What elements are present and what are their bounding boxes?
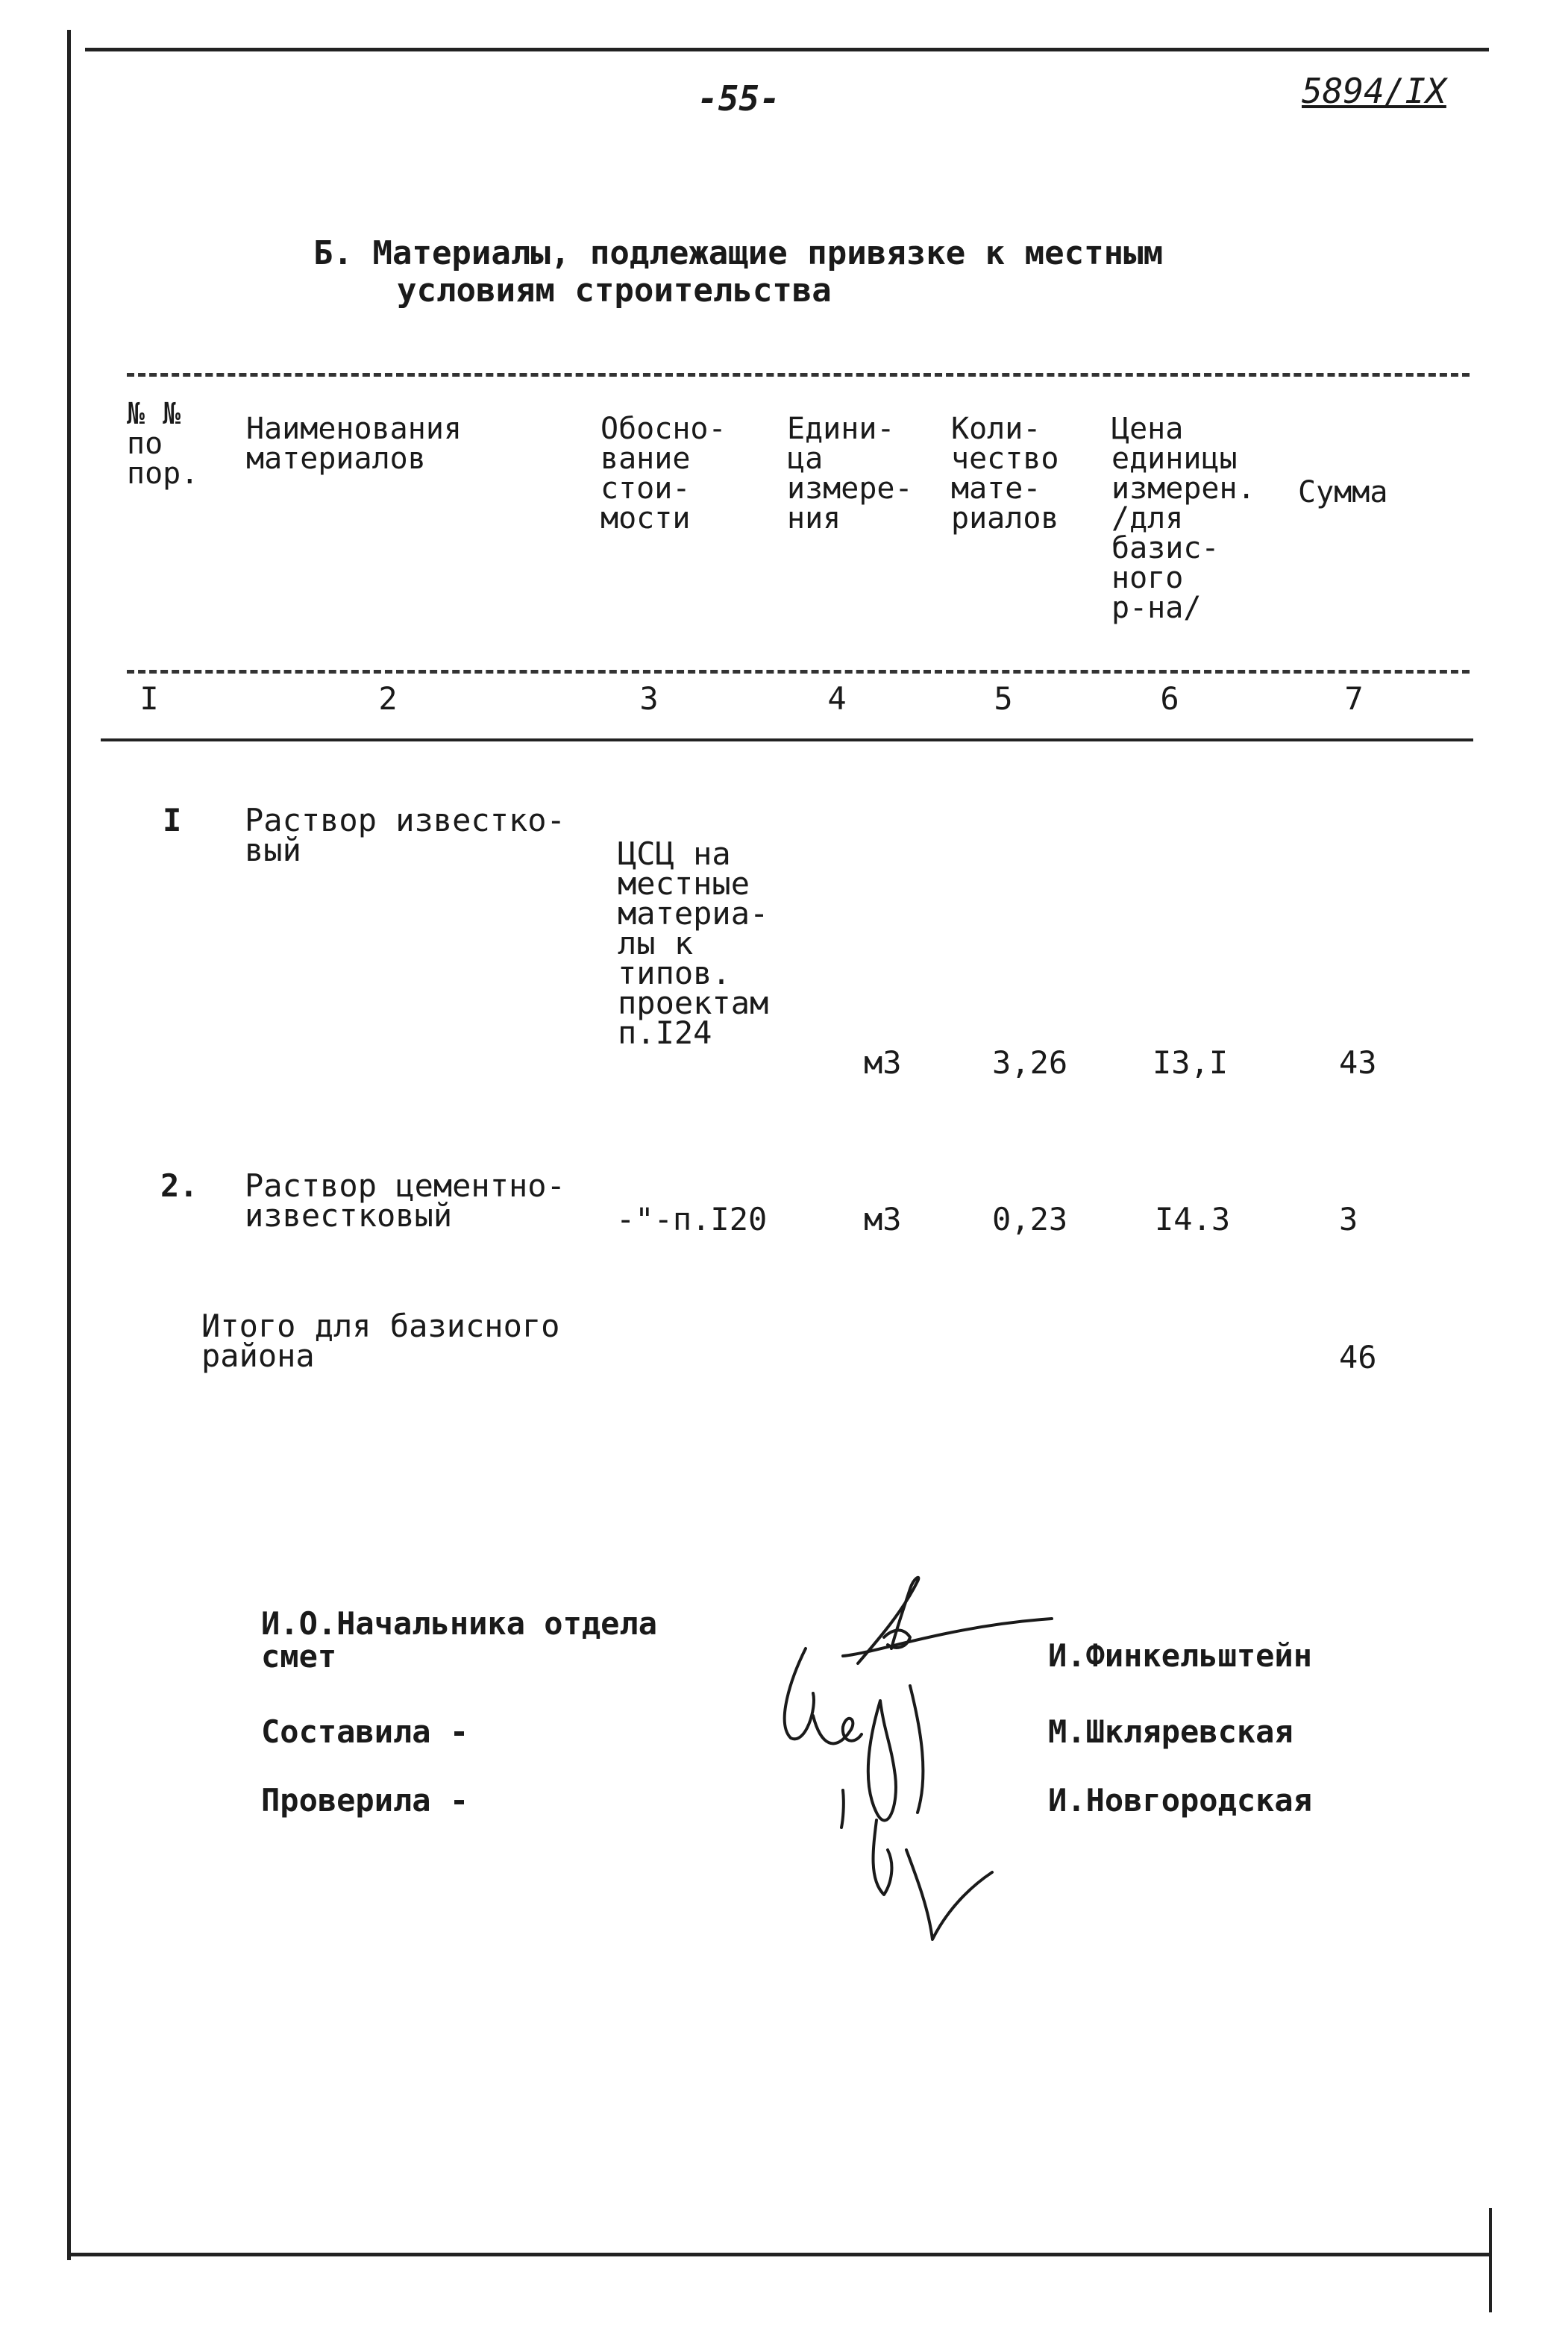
col-number-4: 4 — [827, 680, 847, 717]
handwritten-signatures — [731, 1566, 1067, 1954]
col-header-quantity: Коли- чество мате- риалов — [951, 412, 1059, 536]
column-number-bottom-rule — [101, 738, 1473, 741]
row-1-sum: 43 — [1339, 1044, 1377, 1081]
col-header-sum: Сумма — [1298, 475, 1388, 509]
frame-top-border — [85, 48, 1489, 51]
header-bottom-rule — [127, 670, 1470, 674]
row-1-material-name: Раствор известко- вый — [245, 802, 565, 868]
section-title-line-1: Б. Материалы, подлежащие привязке к местным — [313, 234, 1164, 272]
signature-role-compiled-by: Составила - — [261, 1713, 469, 1750]
frame-bottom-border — [67, 2253, 1492, 2256]
row-2-sum: 3 — [1339, 1201, 1358, 1237]
col-header-unit: Едини- ца измере- ния — [787, 412, 913, 536]
signature-role-checked-by: Проверила - — [261, 1782, 469, 1819]
col-number-1: I — [139, 680, 159, 717]
row-1-unit-price: I3,I — [1153, 1044, 1229, 1081]
section-title-line-2: условиям строительства — [397, 272, 832, 310]
signature-name-compiled-by: М.Шкляревская — [1048, 1713, 1293, 1750]
total-value: 46 — [1339, 1339, 1377, 1375]
row-1-unit: м3 — [864, 1044, 902, 1081]
row-2-cost-basis: -"-п.I20 — [616, 1201, 768, 1237]
page-number: -55- — [697, 78, 780, 119]
row-2-unit-price: I4.3 — [1155, 1201, 1231, 1237]
row-1-number: I — [163, 802, 182, 838]
document-code: 5894/IX — [1302, 71, 1446, 111]
col-number-2: 2 — [378, 680, 398, 717]
table-top-rule — [127, 373, 1470, 377]
row-1-cost-basis: ЦСЦ на местные материа- лы к типов. проектам п.I24 — [618, 835, 769, 1051]
col-header-number: № № по пор. — [127, 397, 199, 491]
row-2-quantity: 0,23 — [992, 1201, 1068, 1237]
total-label: Итого для базисного района — [201, 1308, 560, 1374]
signature-name-head-of-department: И.Финкельштейн — [1048, 1637, 1313, 1674]
signature-name-checked-by: И.Новгородская — [1048, 1782, 1313, 1819]
col-number-3: 3 — [639, 680, 659, 717]
col-header-unit-price: Цена единицы измерен. /для базис- ного р-на/ — [1111, 412, 1255, 625]
frame-right-stub — [1489, 2208, 1492, 2312]
frame-left-border — [67, 30, 71, 2260]
row-2-material-name: Раствор цементно- известковый — [245, 1167, 565, 1234]
col-number-5: 5 — [994, 680, 1013, 717]
col-number-6: 6 — [1160, 680, 1179, 717]
signature-role-head-of-department: И.О.Начальника отдела смет — [261, 1605, 658, 1675]
col-header-material-name: Наименования материалов — [246, 412, 462, 476]
row-2-unit: м3 — [864, 1201, 902, 1237]
row-1-quantity: 3,26 — [992, 1044, 1068, 1081]
col-header-cost-basis: Обосно- вание стои- мости — [600, 412, 727, 536]
row-2-number: 2. — [160, 1167, 198, 1204]
col-number-7: 7 — [1344, 680, 1364, 717]
